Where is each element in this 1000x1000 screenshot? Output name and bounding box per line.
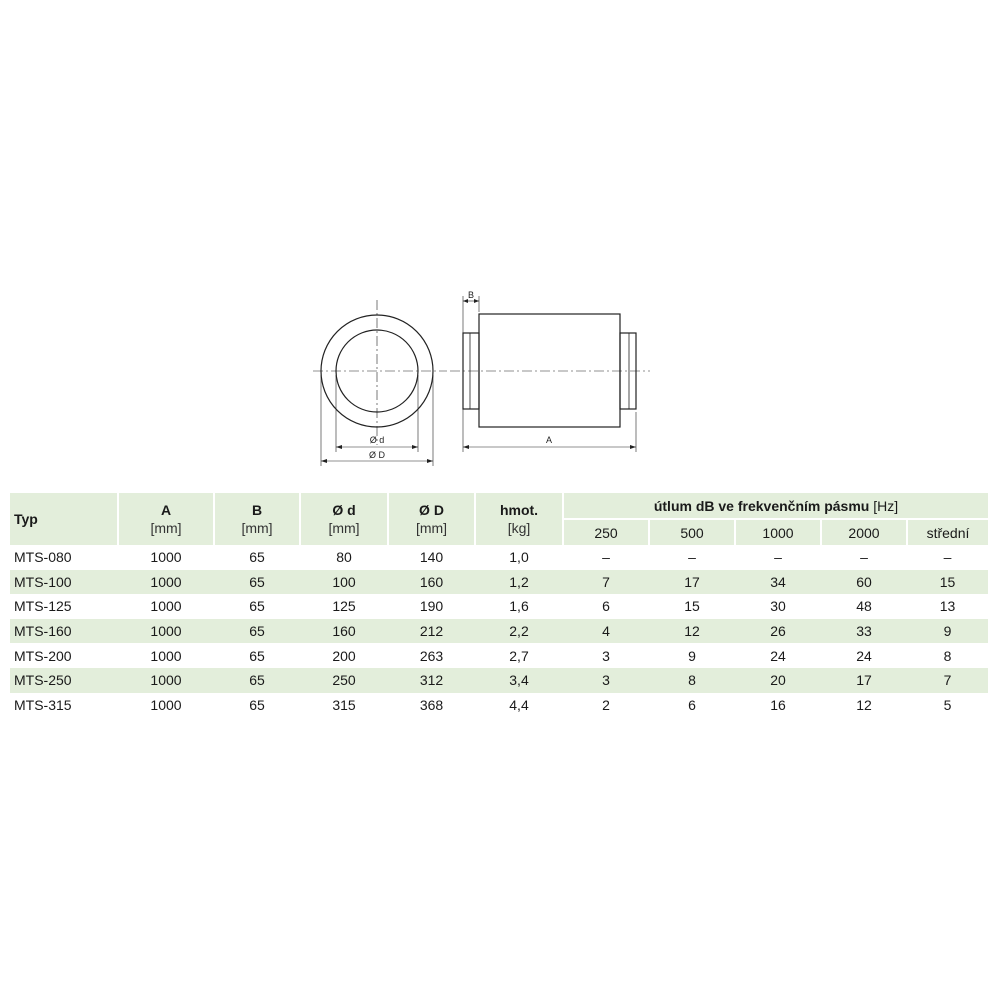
cell-f250: 4 — [563, 619, 649, 644]
cell-f500: – — [688, 549, 696, 566]
col-header-band-250: 250 — [563, 519, 649, 545]
cell-f500: 12 — [649, 619, 735, 644]
cell-avg: 15 — [907, 570, 988, 595]
cell-f2000: 17 — [821, 668, 907, 693]
cell-dd: 140 — [419, 549, 444, 566]
col-header-b: B [mm] — [214, 493, 300, 545]
cell-f2000: 48 — [856, 598, 872, 615]
cell-f2000: 12 — [856, 696, 872, 713]
cell-f2000: 24 — [856, 647, 872, 664]
cell-a: 1000 — [150, 647, 182, 664]
cell-f2000: – — [860, 549, 868, 566]
dim-d-label: Ø d — [369, 435, 385, 445]
dim-A-label: A — [545, 435, 553, 445]
cell-f250: 6 — [602, 598, 610, 615]
col-header-band-1000: 1000 — [735, 519, 821, 545]
cell-f250: 3 — [602, 647, 610, 664]
table-row — [10, 619, 988, 644]
cell-f500: 9 — [688, 647, 696, 664]
cell-d: 125 — [332, 598, 356, 615]
cell-b: 65 — [249, 598, 265, 615]
cell-f500: 6 — [688, 696, 696, 713]
silencer-technical-drawing — [300, 285, 700, 470]
cell-d: 160 — [300, 619, 388, 644]
cell-f1000: 30 — [770, 598, 786, 615]
cell-dd: 312 — [388, 668, 475, 693]
cell-dd: 263 — [419, 647, 444, 664]
cell-a: 1000 — [150, 549, 182, 566]
cell-a: 1000 — [150, 696, 182, 713]
col-header-band-500: 500 — [649, 519, 735, 545]
cell-a: 1000 — [118, 619, 214, 644]
cell-dd: 190 — [419, 598, 444, 615]
table-row — [10, 545, 988, 570]
cell-b: 65 — [249, 696, 265, 713]
cell-f1000: 34 — [735, 570, 821, 595]
table-row — [10, 693, 988, 718]
cell-kg: 1,2 — [475, 570, 563, 595]
cell-avg: – — [943, 549, 952, 566]
col-header-band-2000: 2000 — [821, 519, 907, 545]
cell-b: 65 — [214, 619, 300, 644]
col-header-a: A [mm] — [118, 493, 214, 545]
cell-kg: 2,7 — [509, 647, 529, 664]
cell-a: 1000 — [118, 668, 214, 693]
cell-avg: 13 — [939, 598, 956, 615]
col-header-attenuation: útlum dB ve frekvenčním pásmu [Hz] — [563, 493, 988, 519]
cell-f1000: 16 — [770, 696, 786, 713]
col-header-band-mid: střední — [907, 519, 988, 545]
cell-d: 100 — [300, 570, 388, 595]
cell-f250: – — [602, 549, 610, 566]
cell-f2000: 33 — [821, 619, 907, 644]
col-header-outer-diameter: Ø D [mm] — [388, 493, 475, 545]
cell-avg: 7 — [907, 668, 988, 693]
cell-kg: 1,6 — [509, 598, 529, 615]
dimensions-table — [10, 493, 988, 717]
cell-f1000: 26 — [735, 619, 821, 644]
cell-avg: 8 — [943, 647, 952, 664]
cell-d: 80 — [336, 549, 352, 566]
cell-b: 65 — [214, 570, 300, 595]
col-header-typ: Typ — [10, 493, 118, 545]
cell-avg: 5 — [943, 696, 952, 713]
cell-d: 250 — [300, 668, 388, 693]
cell-kg: 4,4 — [509, 696, 529, 713]
dim-B-label: B — [467, 290, 475, 300]
cell-f250: 7 — [563, 570, 649, 595]
col-header-inner-diameter: Ø d [mm] — [300, 493, 388, 545]
cell-kg: 2,2 — [475, 619, 563, 644]
cell-b: 65 — [249, 549, 265, 566]
cell-f2000: 60 — [821, 570, 907, 595]
cell-d: 200 — [332, 647, 356, 664]
cell-f500: 15 — [684, 598, 700, 615]
cell-f500: 8 — [649, 668, 735, 693]
cell-dd: 368 — [419, 696, 444, 713]
cell-avg: 9 — [907, 619, 988, 644]
cell-dd: 212 — [388, 619, 475, 644]
cell-d: 315 — [332, 696, 356, 713]
side-view — [450, 296, 650, 452]
cell-typ: MTS-200 — [14, 647, 72, 664]
cell-typ: MTS-250 — [10, 668, 118, 693]
cell-a: 1000 — [150, 598, 182, 615]
col-header-weight: hmot. [kg] — [475, 493, 563, 545]
table-row — [10, 643, 988, 668]
cell-f1000: – — [774, 549, 782, 566]
cell-typ: MTS-080 — [14, 549, 72, 566]
cell-b: 65 — [249, 647, 265, 664]
cell-kg: 3,4 — [475, 668, 563, 693]
cell-f250: 3 — [563, 668, 649, 693]
table-row — [10, 668, 988, 693]
cell-kg: 1,0 — [509, 549, 529, 566]
cell-f250: 2 — [602, 696, 610, 713]
table-row — [10, 594, 988, 619]
cell-b: 65 — [214, 668, 300, 693]
cell-f500: 17 — [649, 570, 735, 595]
cell-typ: MTS-315 — [14, 696, 72, 713]
cell-typ: MTS-125 — [14, 598, 72, 615]
cell-a: 1000 — [118, 570, 214, 595]
cell-f1000: 20 — [735, 668, 821, 693]
cell-typ: MTS-100 — [10, 570, 118, 595]
cell-dd: 160 — [388, 570, 475, 595]
cell-typ: MTS-160 — [10, 619, 118, 644]
cell-f1000: 24 — [770, 647, 786, 664]
dim-D-label: Ø D — [368, 450, 386, 460]
table-row — [10, 570, 988, 595]
